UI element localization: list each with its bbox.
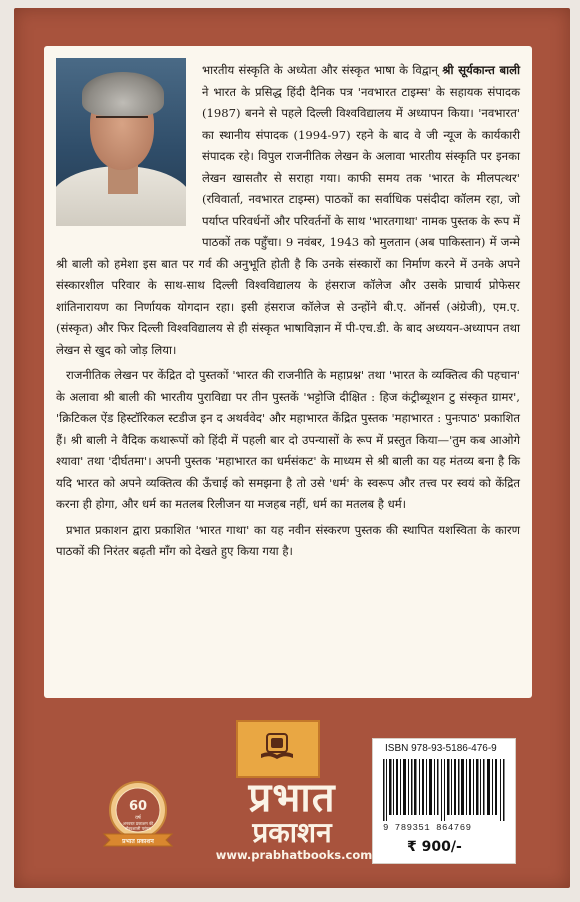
barcode-icon [381, 759, 507, 821]
author-bio-panel [44, 46, 532, 698]
badge-ribbon-text: प्रभात प्रकाशन [122, 838, 154, 845]
bio-paragraph-1: भारतीय संस्कृति के अध्येता और संस्कृत भाषा के विद्वान् श्री सूर्यकान्त बाली ने भारत के प्रसिद्ध हिंदी दैनिक पत्र 'नवभारत टाइम्स' के सहायक संपादक (1987) बनने से पहले दिल्ली विश्वविद्यालय में अध्यापन किया। 'नवभारत' का स्थानीय संपादक (1994-97) रहने के बाद वे जी न्यूज के कार्यकारी संपादक रहे। विपुल राजनीतिक लेखन के अलावा भारतीय संस्कृति पर इनका लेखन खासतौर से सराहा गया। काफी समय तक 'भारत के मीलपत्थर' (रविवार्ता, नवभारत टाइम्स) पाठकों का सर्वाधिक पसंदीदा कॉलम रहा, जो पर्याप्त परिवर्धनों और परिवर्तनों के साथ 'भारतगाथा' नामक पुस्तक के रूप में पाठकों तक पहुँचा। 9 नवंबर, 1943 को मुलतान (अब पाकिस्तान) में जन्मे श्री बाली को हमेशा इस बात पर गर्व की अनुभूति होती है कि उनके संस्कारों का निर्माण करने में उनके अपने संस्कारशील परिवार के साथ-साथ दिल्ली विश्वविद्यालय के हंसराज कॉलेज और उसके प्राचार्य प्रोफेसर शांतिनारायण का निर्णायक योगदान रहा। इसी हंसराज कॉलेज से उन्होंने बी.ए. ऑनर्स (अंग्रेजी), एम.ए. (संस्कृत) और फिर दिल्ली विश्वविद्यालय से ही संस्कृत भाषाविज्ञान में पी-एच.डी. के बाद अध्ययन-अध्यापन तथा लेखन से खुद को जोड़ लिया। [56, 63, 521, 357]
publisher-website: www.prabhatbooks.com [215, 848, 373, 862]
back-cover [14, 8, 570, 888]
isbn-barcode-block [372, 738, 516, 864]
price: ₹ 900/- [407, 839, 462, 855]
author-name: श्री सूर्यकान्त बाली [442, 63, 521, 77]
isbn-label: ISBN 978-93-5186-476-9 [385, 743, 497, 754]
anniversary-badge-icon [98, 778, 178, 848]
author-bio-text [56, 60, 520, 567]
bio-paragraph-2: राजनीतिक लेखन पर केंद्रित दो पुस्तकों 'भारत की राजनीति के महाप्रश्न' तथा 'भारत के व्यक्तित्व की पहचान' के अलावा श्री बाली की भारतीय पुराविद्या पर तीन पुस्तकें 'भट्टोजि दीक्षित : हिज कंट्रीब्यूशन टु संस्कृत ग्रामर', 'क्रिटिकल ऐंड हिस्टॉरिकल स्टडीज इन द अथर्ववेद' और महाभारत केंद्रित पुस्तक 'महाभारत : पुनःपाठ' प्रकाशित हैं। श्री बाली ने वैदिक कथारूपों को हिंदी में पहली बार दो उपन्यासों के रूप में प्रस्तुत किया—'तुम कब आओगे श्यावा' तथा 'दीर्घतमा'। अपनी पुस्तक 'महाभारत का धर्मसंकट' के माध्यम से श्री बाली का यह मंतव्य बना है कि यदि भारत को अपने व्यक्तित्व की ऊँचाई को समझना है तो उसे 'धर्म' के स्वरूप और तत्त्व पर स्वयं को केंद्रित करना ही होगा, और धर्म का मतलब रिलीजन या मजहब नहीं, धर्म का मतलब है धर्म। [56, 368, 520, 511]
publisher-name-line1: प्रभात [248, 774, 336, 821]
publisher-logo-icon [236, 720, 320, 778]
badge-text-1: अनवरत प्रकाशन की [122, 821, 154, 826]
barcode-digits: 9 789351 864769 [383, 823, 472, 833]
badge-text-2: गौरवशाली परंपरा [125, 826, 151, 831]
badge-years-label: वर्ष [135, 815, 141, 821]
bio-paragraph-3: प्रभात प्रकाशन द्वारा प्रकाशित 'भारत गाथा' का यह नवीन संस्करण पुस्तक की स्थापित यशस्विता के कारण पाठकों की निरंतर बढ़ती माँग को देखते हुए किया गया है। [56, 522, 520, 558]
publisher-name-line2: प्रकाशन [252, 816, 332, 849]
badge-number: 60 [128, 799, 148, 814]
